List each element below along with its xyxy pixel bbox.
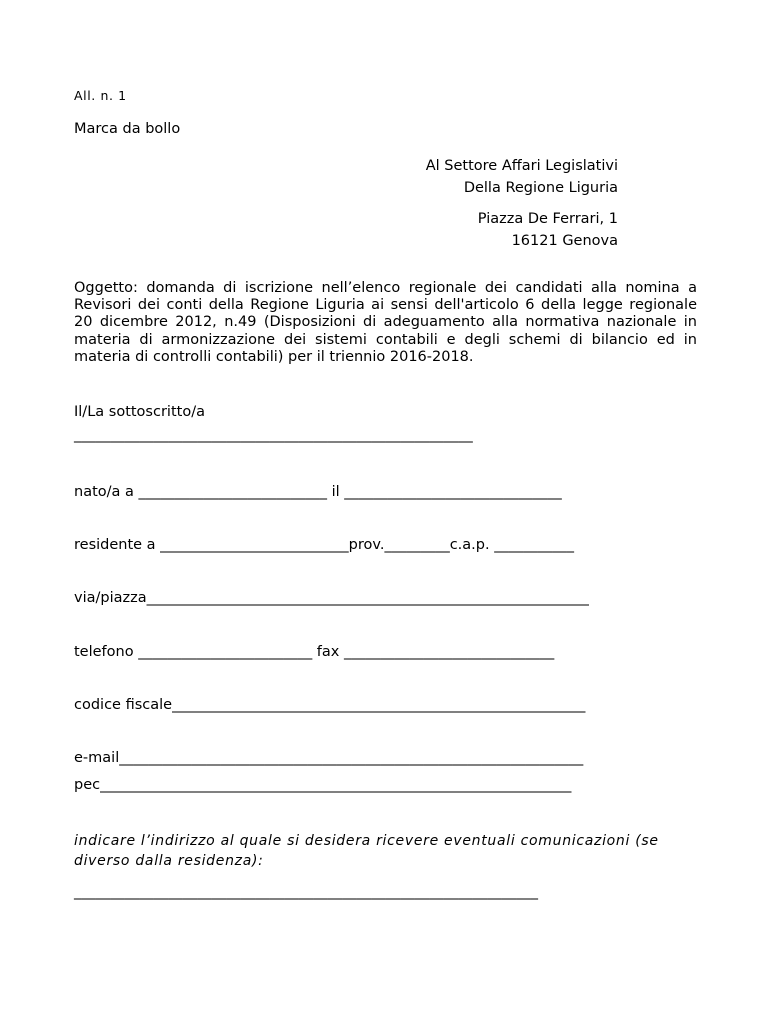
alternate-address-field[interactable]: ________________________________________________________________ [74,884,538,900]
address-note: indicare l’indirizzo al quale si desidera ricevere eventuali comunicazioni (se diverso dalla residenza): [74,833,659,869]
recipient-office: Al Settore Affari Legislativi [425,158,618,174]
residence-field[interactable]: residente a __________________________prov._________c.a.p. ___________ [74,537,574,553]
street-field[interactable]: via/piazza_____________________________________________________________ [74,590,589,606]
undersigned-label: Il/La sottoscritto/a [74,404,205,420]
recipient-street: Piazza De Ferrari, 1 [477,211,618,227]
birth-field[interactable]: nato/a a __________________________ il ______________________________ [74,484,562,500]
attachment-reference: All. n. 1 [74,88,127,103]
pec-field[interactable]: pec_________________________________________________________________ [74,777,572,793]
recipient-address [478,208,618,252]
subject-paragraph: Oggetto: domanda di iscrizione nell’elenco regionale dei candidati alla nomina a Revisori dei conti della Regione Liguria ai sensi dell'articolo 6 della legge regionale 20 dicembre 2012, n.49 (Disposizioni di adeguamento alla normativa nazionale in materia di armonizzazione dei sistemi contabili e degli schemi di bilancio ed in materia di controlli contabili) per il triennio 2016-2018. [74,280,697,365]
email-field[interactable]: e-mail________________________________________________________________ [74,750,584,766]
recipient-city: 16121 Genova [511,233,618,249]
tax-code-field[interactable]: codice fiscale_________________________________________________________ [74,697,586,713]
recipient-block [426,155,618,199]
phone-fax-field[interactable]: telefono ________________________ fax _____________________________ [74,644,555,660]
recipient-region: Della Regione Liguria [463,180,618,196]
undersigned-field[interactable]: _______________________________________________________ [74,427,473,443]
stamp-label: Marca da bollo [74,121,181,137]
